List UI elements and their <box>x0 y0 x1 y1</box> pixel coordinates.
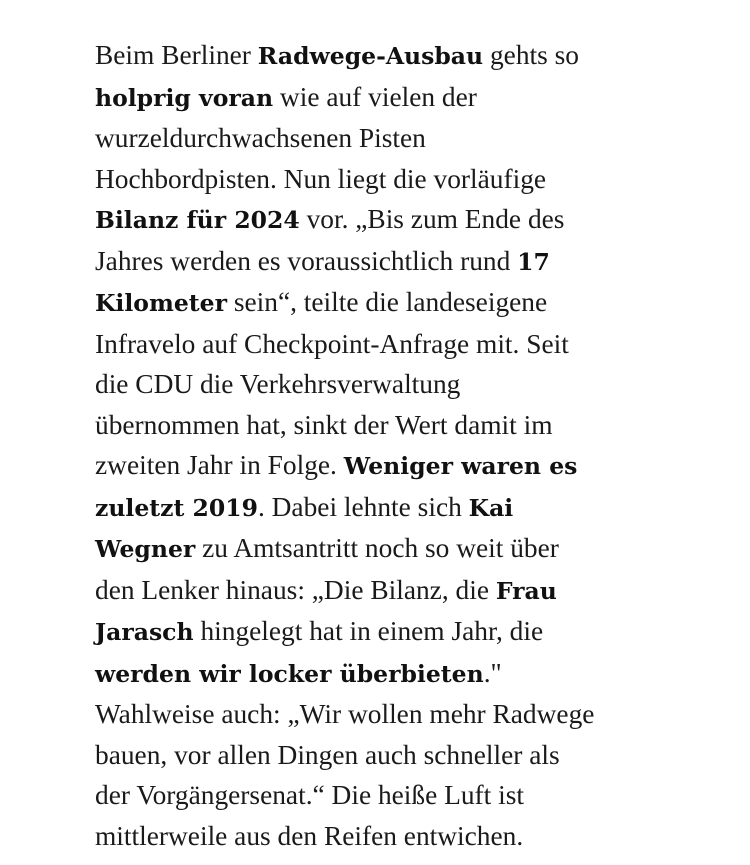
text-line <box>95 528 675 570</box>
bold-text: Kilometer <box>95 289 227 317</box>
text-run: mittlerweile aus den Reifen entwichen. <box>95 820 524 851</box>
bold-text: Weniger waren es <box>343 452 578 480</box>
text-run: Hochbordpisten. Nun liegt die vorläufige <box>95 163 547 194</box>
text-line <box>95 324 675 365</box>
bold-text: Wegner <box>95 535 196 563</box>
bold-text: Frau <box>495 576 557 605</box>
text-line <box>95 775 675 816</box>
bold-text: holprig voran <box>95 83 274 112</box>
text-run: gehts so <box>483 40 579 70</box>
text-run: Infravelo auf Checkpoint-Anfrage mit. Seit <box>95 328 569 359</box>
bold-text: zuletzt 2019 <box>95 493 258 522</box>
text-line <box>95 199 675 241</box>
article-body <box>95 35 675 856</box>
text-run: zweiten Jahr in Folge. <box>95 450 344 480</box>
text-line <box>95 241 675 283</box>
text-run: übernommen hat, sinkt der Wert damit im <box>95 409 553 440</box>
text-line <box>95 35 675 77</box>
bold-text: Jarasch <box>95 618 194 646</box>
text-run: den Lenker hinaus: „Die Bilanz, die <box>95 574 496 605</box>
text-line <box>95 77 675 119</box>
text-run: hingelegt hat in einem Jahr, die <box>193 616 544 646</box>
text-line <box>95 405 675 446</box>
article-paragraph <box>95 35 675 856</box>
text-run: Beim Berliner <box>95 40 258 70</box>
text-run: Wahlweise auch: „Wir wollen mehr Radwege <box>95 699 595 729</box>
bold-text: Radwege-Ausbau <box>257 42 484 70</box>
text-line <box>95 816 675 857</box>
bold-text: Bilanz für 2024 <box>95 206 300 234</box>
text-run: die CDU die Verkehrsverwaltung <box>95 369 461 399</box>
text-line <box>95 570 675 612</box>
text-line <box>95 282 675 324</box>
text-run: Jahres werden es voraussichtlich rund <box>95 245 518 276</box>
text-line <box>95 653 675 695</box>
bold-text: 17 <box>517 247 550 276</box>
text-line <box>95 364 675 405</box>
text-run: wie auf vielen der <box>273 81 477 112</box>
text-line <box>95 735 675 776</box>
text-line <box>95 694 675 735</box>
text-run: wurzeldurchwachsenen Pisten <box>95 123 426 153</box>
text-line <box>95 159 675 200</box>
text-line <box>95 611 675 653</box>
bold-text: werden wir locker überbieten <box>95 659 484 688</box>
text-line <box>95 118 675 159</box>
bold-text: Kai <box>468 493 514 522</box>
text-run: vor. „Bis zum Ende des <box>299 204 565 234</box>
text-run: ." <box>483 657 502 688</box>
text-line <box>95 487 675 529</box>
text-run: zu Amtsantritt noch so weit über <box>195 533 559 563</box>
text-run: bauen, vor allen Dingen auch schneller als <box>95 739 560 770</box>
text-run: . Dabei lehnte sich <box>257 491 469 522</box>
text-run: der Vorgängersenat.“ Die heiße Luft ist <box>95 780 524 810</box>
text-run: sein“, teilte die landeseigene <box>226 287 548 317</box>
text-line <box>95 445 675 487</box>
